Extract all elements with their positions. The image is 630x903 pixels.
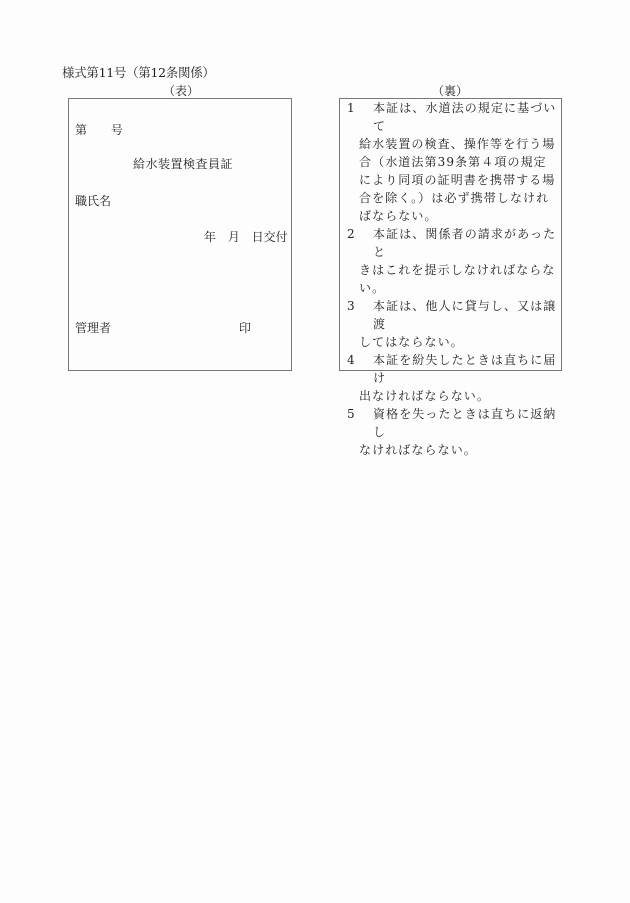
back-side-label: （裏） [432, 84, 469, 98]
note-text-rest: きはこれを提示しなければならない。 [359, 263, 556, 295]
note-item [347, 225, 559, 297]
note-number: 2 [347, 227, 355, 241]
front-side-label: （表） [163, 84, 200, 98]
issue-date-line: 年 月 日交付 [204, 230, 288, 244]
note-text-rest: 出なければならない。 [359, 389, 491, 403]
name-label: 職氏名 [75, 194, 112, 208]
administrator-label: 管理者 [75, 321, 112, 335]
seal-label: 印 [239, 321, 252, 335]
card-title: 給水装置検査員証 [133, 157, 234, 171]
note-number: 5 [347, 407, 355, 421]
note-text-first: 本証は、関係者の請求があったと [373, 227, 557, 259]
note-text-first: 本証を紛失したときは直ちに届け [373, 353, 557, 385]
note-text-first: 資格を失ったときは直ちに返納し [373, 407, 557, 439]
note-item [347, 405, 559, 459]
note-number: 3 [347, 299, 355, 313]
card-back [339, 98, 562, 457]
note-item [347, 351, 559, 405]
note-number: 1 [347, 101, 355, 115]
form-number-title: 様式第11号（第12条関係） [62, 65, 215, 80]
note-text-rest: してはならない。 [359, 335, 464, 349]
note-number: 4 [347, 353, 355, 367]
notes-list [347, 99, 559, 459]
note-item [347, 297, 559, 351]
note-text-rest: 給水装置の検査、操作等を行う場合（水道法第39条第４項の規定により同項の証明書を携帯する場合を除く。）は必ず携帯しなければならない。 [359, 137, 556, 223]
note-text-first: 本証は、他人に貸与し、又は譲渡 [373, 299, 557, 331]
note-text-first: 本証は、水道法の規定に基づいて [373, 101, 557, 133]
note-item [347, 99, 559, 225]
card-front [68, 98, 292, 371]
card-number-line: 第 号 [75, 123, 133, 137]
note-text-rest: なければならない。 [359, 443, 477, 457]
